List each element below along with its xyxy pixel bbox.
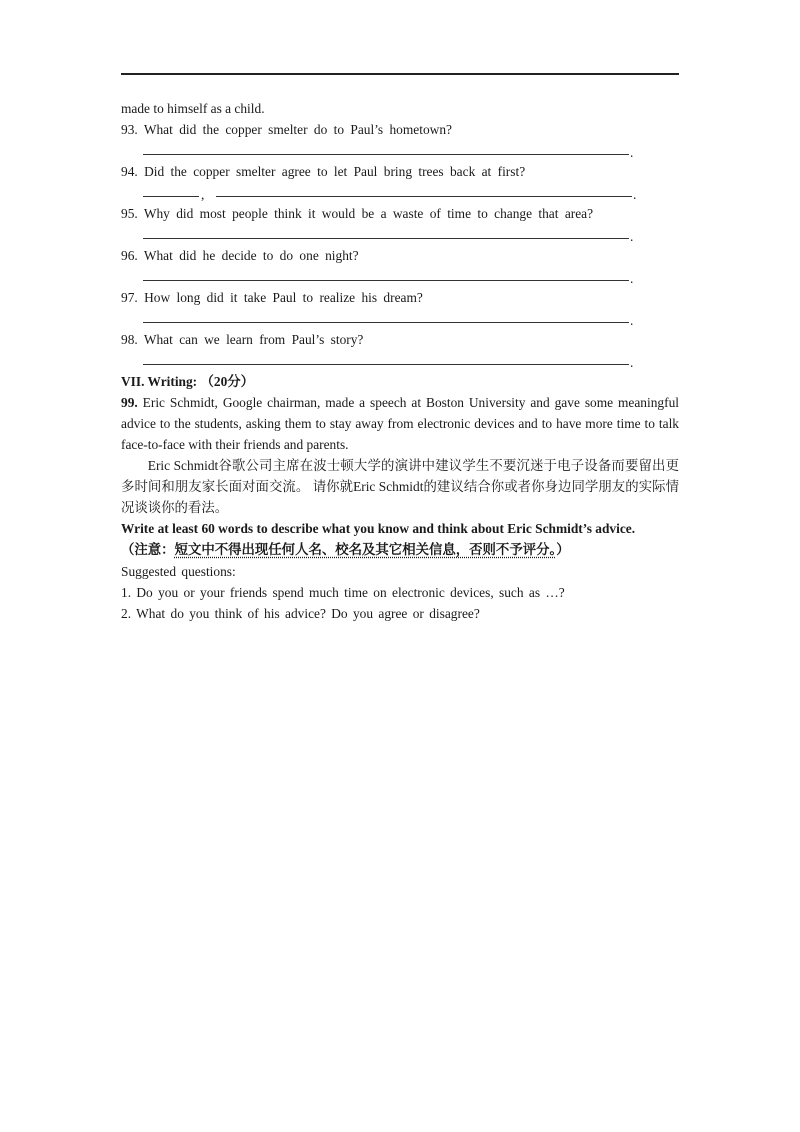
answer-period: . <box>630 145 634 160</box>
writing-prompt-english <box>121 392 679 455</box>
note-close: ） <box>556 542 570 557</box>
writing-prompt-text: Eric Schmidt, Google chairman, made a speech at Boston University and gave some meaningful advice to the students, asking them to stay away from electronic devices and to have more time to talk face-to-face with their friends and parents. <box>121 395 679 452</box>
writing-section-heading: VII. Writing: （20分） <box>121 374 255 389</box>
answer-line-96[interactable] <box>121 266 679 287</box>
answer-blank[interactable] <box>143 280 629 281</box>
suggested-question-2: 2. What do you think of his advice? Do you agree or disagree? <box>121 606 480 621</box>
writing-instruction: Write at least 60 words to describe what you know and think about Eric Schmidt’s advice. <box>121 521 636 536</box>
note-open: （注意： <box>121 542 175 557</box>
answer-line-93[interactable] <box>121 140 679 161</box>
answer-blank-yes-no[interactable] <box>143 196 199 197</box>
passage-continuation: made to himself as a child. <box>121 101 265 116</box>
question-96: 96. What did he decide to do one night? <box>121 248 359 263</box>
answer-period: . <box>633 187 637 202</box>
writing-note <box>121 539 679 561</box>
answer-blank[interactable] <box>216 196 632 197</box>
note-body: 短文中不得出现任何人名、校名及其它相关信息，否则不予评分。 <box>174 542 557 557</box>
suggested-question-1: 1. Do you or your friends spend much time on electronic devices, such as …? <box>121 585 565 600</box>
writing-prompt-chinese: Eric Schmidt谷歌公司主席在波士顿大学的演讲中建议学生不要沉迷于电子设备而要留出更多时间和朋友家长面对面交流。 请你就Eric Schmidt的建议结合你或者你身边同学朋友的实际情况谈谈你的看法。 <box>121 458 679 515</box>
answer-period: . <box>630 313 634 328</box>
answer-line-98[interactable] <box>121 350 679 371</box>
question-number-99: 99. <box>121 395 138 410</box>
answer-period: . <box>630 271 634 286</box>
answer-line-94[interactable] <box>121 182 679 203</box>
answer-period: . <box>630 229 634 244</box>
worksheet-content <box>121 98 679 624</box>
answer-line-97[interactable] <box>121 308 679 329</box>
answer-blank[interactable] <box>143 322 629 323</box>
answer-blank[interactable] <box>143 154 629 155</box>
question-97: 97. How long did it take Paul to realize his dream? <box>121 290 423 305</box>
answer-blank[interactable] <box>143 364 629 365</box>
question-98: 98. What can we learn from Paul’s story? <box>121 332 364 347</box>
answer-line-95[interactable] <box>121 224 679 245</box>
question-95: 95. Why did most people think it would be a waste of time to change that area? <box>121 206 594 221</box>
answer-period: . <box>630 355 634 370</box>
answer-comma: , <box>201 187 205 202</box>
question-93: 93. What did the copper smelter do to Paul’s hometown? <box>121 122 452 137</box>
header-rule <box>121 73 679 75</box>
answer-blank[interactable] <box>143 238 629 239</box>
question-94: 94. Did the copper smelter agree to let Paul bring trees back at first? <box>121 164 526 179</box>
suggested-questions-label: Suggested questions: <box>121 564 236 579</box>
